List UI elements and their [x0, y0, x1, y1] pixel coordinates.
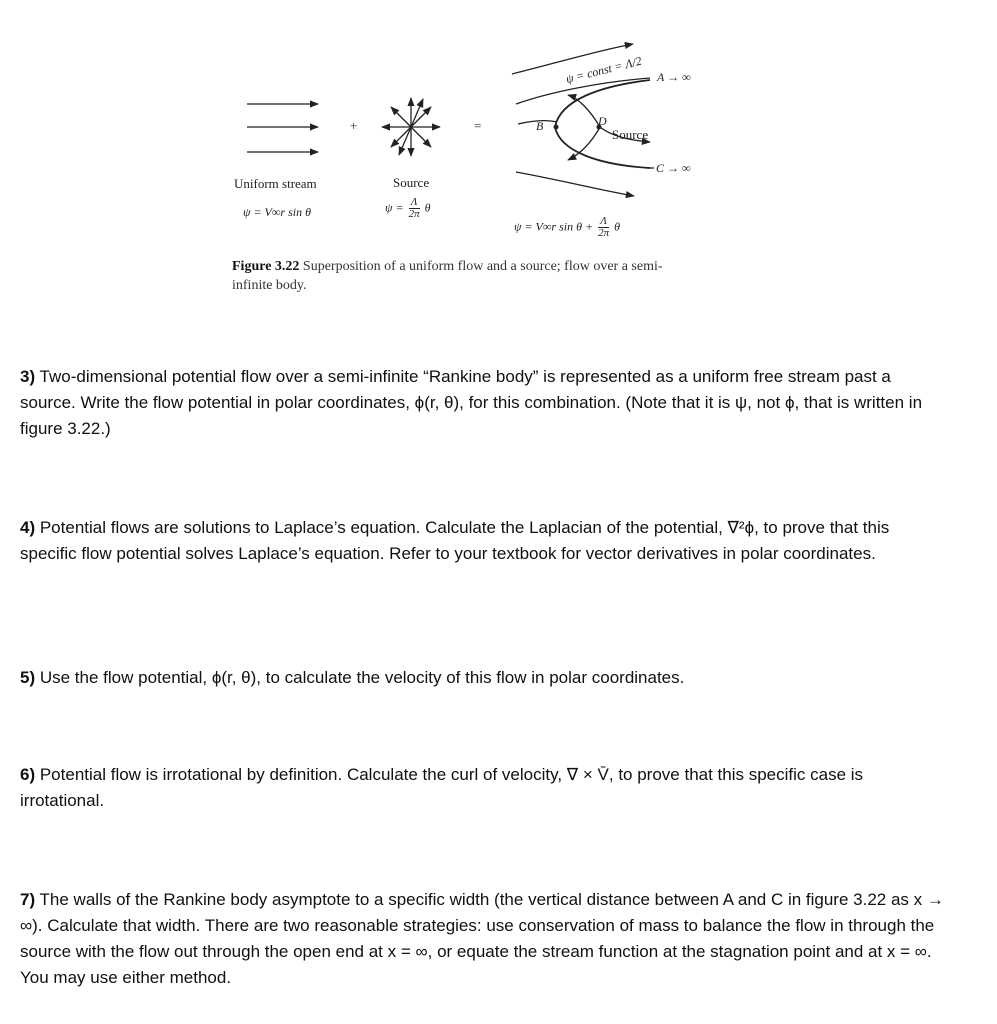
source-label-left: Source — [393, 175, 430, 190]
question-4: 4) Potential flows are solutions to Laplace’s equation. Calculate the Laplacian of the potential, ∇²ϕ, to prove that this specific flow potential solves Laplace’s equation. Refer to your textbook for vector derivatives in polar coordinates. — [20, 518, 890, 563]
question-6: 6) Potential flow is irrotational by definition. Calculate the curl of velocity, ∇ × V̄, to prove that this specific case is irrotational. — [20, 765, 864, 810]
uniform-stream-label: Uniform stream — [234, 176, 317, 191]
point-c-label: C → ∞ — [656, 161, 691, 175]
uniform-stream-arrows — [247, 104, 318, 152]
caption-label: Figure 3.22 — [232, 259, 300, 274]
question-7: 7) The walls of the Rankine body asymptote to a specific width (the vertical distance between A and C in figure 3.22 as x → ∞). Calculate that width. There are two reasonable strategies: use conservation of mass to balance the flow in through the source with the flow out through the open end at x = ∞, or equate the stream function at the stagnation point and at x = ∞. You may use either method. — [20, 890, 944, 987]
plus-sign: + — [350, 118, 358, 133]
point-b-label: B — [536, 119, 544, 133]
psi-const-label: ψ = const = Λ/2 — [564, 53, 644, 87]
stagnation-point — [554, 125, 559, 130]
figure-3-22 — [0, 0, 997, 310]
figure-caption — [232, 257, 702, 295]
point-a-label: A → ∞ — [657, 70, 691, 84]
source-equation: ψ = $\frac{\Lambda}{2\pi}$ θ — [385, 196, 431, 220]
combined-equation: ψ = V∞r sin θ + $\frac{\Lambda}{2\pi}$ θ — [514, 215, 621, 239]
source-star-arrows — [382, 98, 440, 156]
caption-text: Superposition of a uniform flow and a source; flow over a semi-infinite body. — [232, 259, 663, 293]
question-5: 5) Use the flow potential, ϕ(r, θ), to calculate the velocity of this flow in polar coordinates. — [20, 668, 685, 687]
question-3: 3) Two-dimensional potential flow over a semi-infinite “Rankine body” is represented as a uniform free stream past a source. Write the flow potential in polar coordinates, ϕ(r, θ), for this combination. (Note that it is ψ, not ϕ, that is written in figure 3.22.) — [20, 367, 923, 438]
point-d-label: D — [598, 114, 607, 128]
equals-sign: = — [474, 118, 482, 133]
source-label-right: Source — [612, 127, 649, 142]
uniform-stream-equation: ψ = V∞r sin θ — [243, 205, 312, 219]
